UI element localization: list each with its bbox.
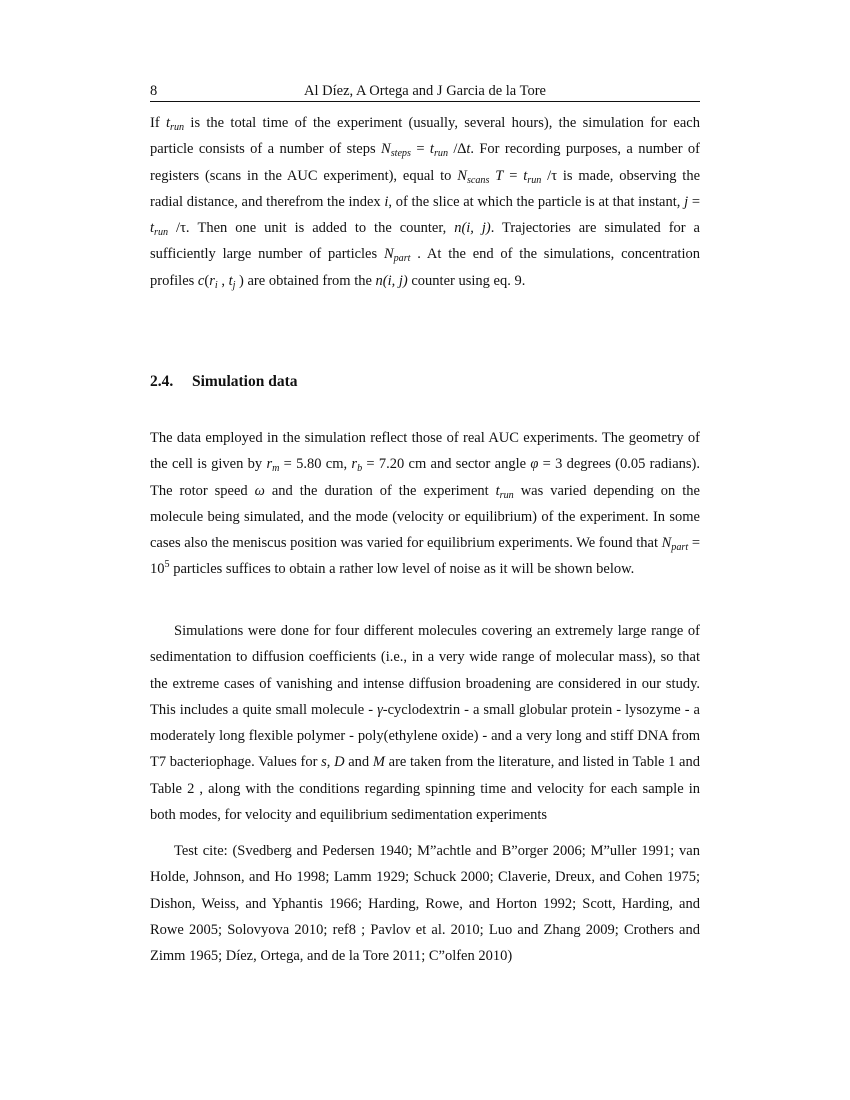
- section-number: 2.4.: [150, 373, 174, 390]
- paragraph-simulation-data: The data employed in the simulation reflect those of real AUC experiments. The geometry of the cell is given by $r_m = 5.80$ cm, $r_b = 7.20$ cm and sector angle φ = 3 degrees (0.05 radians). The rotor speed ω and the duration of the experiment $t_{run}$ was varied depending on the molecule being simulated, and the mode (velocity or equilibrium) of the experiment. In some cases also the meniscus position was varied for equilibrium experiments. We found that $N_{part} = 10^5$ particles suffices to obtain a rather low level of noise as it will be shown below.: [150, 430, 700, 578]
- section-title: Simulation data: [192, 373, 298, 390]
- page-number: 8: [150, 83, 158, 99]
- running-header: [150, 82, 700, 100]
- running-title: Al Díez, A Ortega and J Garcia de la Tore: [304, 83, 546, 99]
- paragraph-test-cite: Test cite: (Svedberg and Pedersen 1940; M”achtle and B”orger 2006; M”uller 1991; van Holde, Johnson, and Ho 1998; Lamm 1929; Schuck 2000; Claverie, Dreux, and Cohen 1975; Dishon, Weiss, and Yphantis 1966; Harding, Rowe, and Horton 1992; Scott, Harding, and Rowe 2005; Solovyova 2010; ref8 ; Pavlov et al. 2010; Luo and Zhang 2009; Crothers and Zimm 1965; Díez, Ortega, and de la Tore 2011; C”olfen 2010): [150, 843, 700, 965]
- section-heading: [150, 372, 298, 392]
- header-rule: [150, 101, 700, 102]
- paragraph-simulation-procedure: If $t_{run}$ is the total time of the experiment (usually, several hours), the simulation for each particle consists of a number of steps $N_{steps} = t_{run}$ /∆t. For recording purposes, a number of registers (scans in the AUC experiment), equal to $N_{scans}$ $T = t_{run}$ /τ is made, observing the radial distance, and therefrom the index i, of the slice at which the particle is at that instant, $j = t_{run}$ /τ. Then one unit is added to the counter, n(i, j). Trajectories are simulated for a sufficiently large number of particles $N_{part}$ . At the end of the simulations, concentration profiles $c(r_i$ , $t_j$ ) are obtained from the n(i, j) counter using eq. 9.: [150, 115, 701, 291]
- paragraph-molecules: Simulations were done for four different molecules covering an extremely large range of sedimentation to diffusion coefficients (i.e., in a very wide range of molecular mass), so that the extreme cases of vanishing and intense diffusion broadening are considered in our study. This includes a quite small molecule - γ-cyclodextrin - a small globular protein - lysozyme - a moderately long flexible polymer - poly(ethylene oxide) - and a very long and stiff DNA from T7 bacteriophage. Values for s, D and M are taken from the literature, and listed in Table 1 and Table 2 , along with the conditions regarding spinning time and velocity for each sample in both modes, for velocity and equilibrium sedimentation experiments: [150, 623, 700, 824]
